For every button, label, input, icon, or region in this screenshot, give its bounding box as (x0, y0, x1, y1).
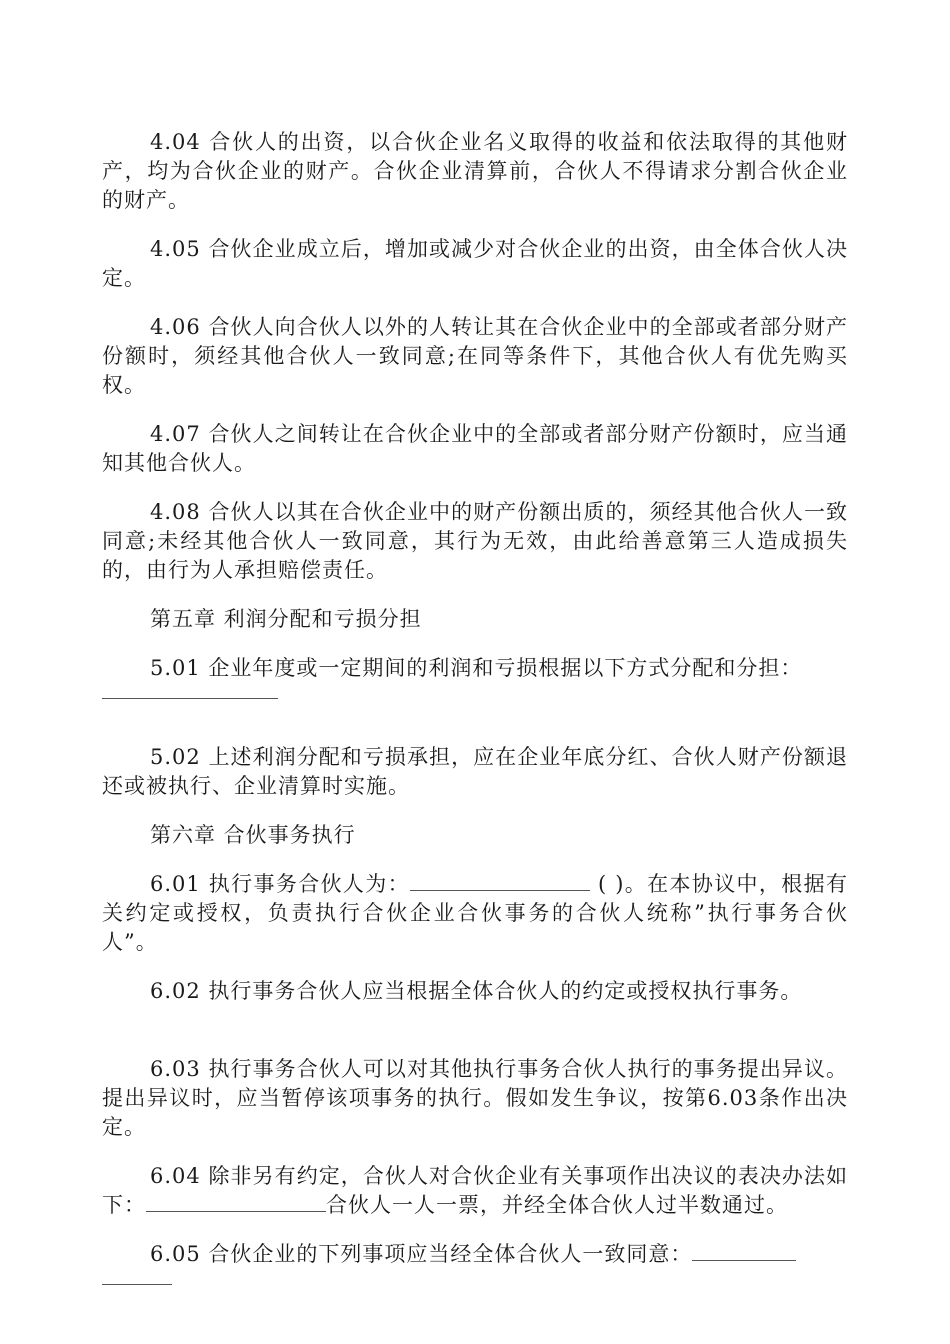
clause-4-06: 4.06 合伙人向合伙人以外的人转让其在合伙企业中的全部或者部分财产份额时，须经其他合伙人一致同意;在同等条件下，其他合伙人有优先购买权。 (102, 315, 848, 397)
clause-6-05 (102, 1240, 848, 1269)
document-page (102, 128, 848, 1285)
clause-5-02: 5.02 上述利润分配和亏损承担，应在企业年底分红、合伙人财产份额退还或被执行、企业清算时实施。 (102, 745, 848, 798)
clause-4-04: 4.04 合伙人的出资，以合伙企业名义取得的收益和依法取得的其他财产，均为合伙企业的财产。合伙企业清算前，合伙人不得请求分割合伙企业的财产。 (102, 130, 848, 212)
clause-6-04-rest: 合伙人一人一票，并经全体合伙人过半数通过。 (326, 1193, 788, 1217)
clause-6-01-rest: ( )。在本协议中，根据有关约定或授权，负责执行合伙企业合伙事务的合伙人统称”执行事务合伙人”。 (102, 872, 848, 954)
clause-6-04-lead: 6.04 除非另有约定，合伙人对合伙企业有关事项作出决议的表决办法如下： (102, 1164, 848, 1217)
clause-4-05: 4.05 合伙企业成立后，增加或减少对合伙企业的出资，由全体合伙人决定。 (102, 237, 848, 290)
chapter-6-heading: 第六章 合伙事务执行 (150, 823, 356, 847)
chapter-5-heading: 第五章 利润分配和亏损分担 (150, 607, 422, 631)
clause-6-01 (102, 870, 848, 957)
clause-4-08: 4.08 合伙人以其在合伙企业中的财产份额出质的，须经其他合伙人一致同意;未经其他合伙人一致同意，其行为无效，由此给善意第三人造成损失的，由行为人承担赔偿责任。 (102, 500, 848, 582)
clause-6-04 (102, 1162, 848, 1220)
fill-blank-6-01[interactable] (410, 870, 590, 891)
clause-6-02: 6.02 执行事务合伙人应当根据全体合伙人的约定或授权执行事务。 (150, 979, 803, 1003)
clause-6-03: 6.03 执行事务合伙人可以对其他执行事务合伙人执行的事务提出异议。提出异议时，应当暂停该项事务的执行。假如发生争议，按第6.03条作出决定。 (102, 1057, 848, 1139)
clause-5-01: 5.01 企业年度或一定期间的利润和亏损根据以下方式分配和分担： (150, 656, 803, 680)
clause-6-01-lead: 6.01 执行事务合伙人为： (150, 872, 410, 896)
clause-6-05-lead: 6.05 合伙企业的下列事项应当经全体合伙人一致同意： (150, 1242, 693, 1266)
fill-blank-6-05b[interactable] (102, 1283, 172, 1285)
clause-4-07: 4.07 合伙人之间转让在合伙企业中的全部或者部分财产份额时，应当通知其他合伙人。 (102, 422, 848, 475)
fill-blank-6-04[interactable] (146, 1191, 326, 1212)
fill-blank-5-01[interactable] (102, 697, 278, 699)
fill-blank-6-05a[interactable] (692, 1240, 796, 1261)
